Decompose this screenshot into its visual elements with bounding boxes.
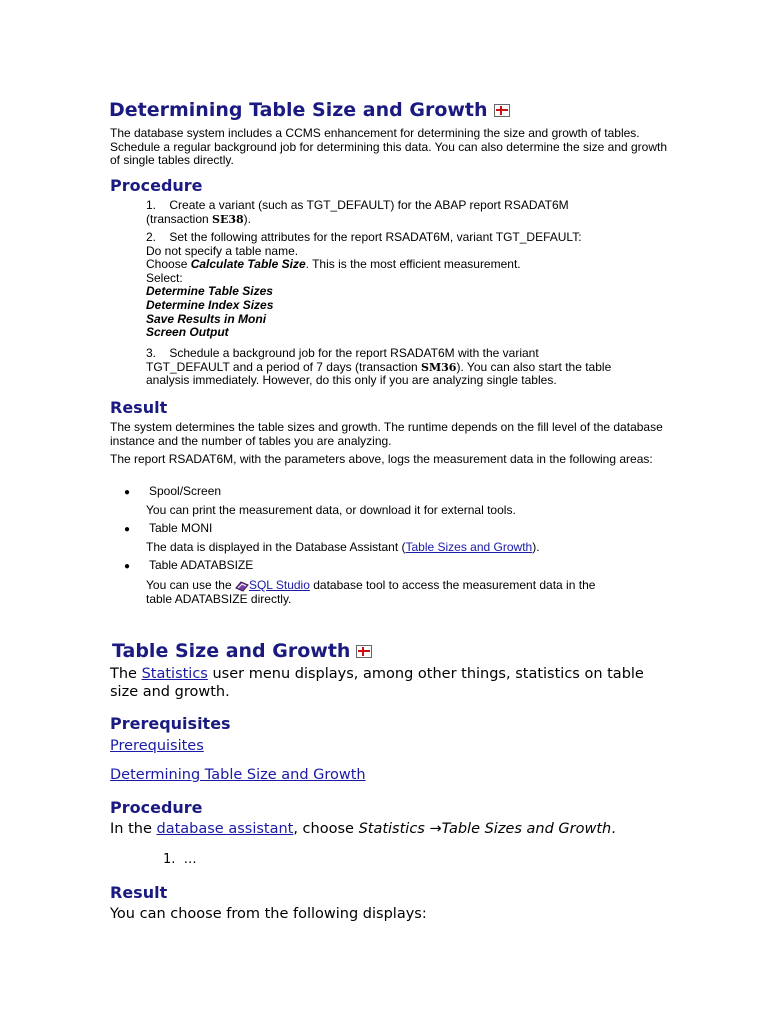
prerequisites-link[interactable]: Prerequisites	[110, 738, 204, 754]
bullet-icon: ●	[124, 524, 131, 535]
section2-prerequisites-heading: Prerequisites	[110, 714, 231, 733]
bullet-moni-detail: The data is displayed in the Database Assistant (Table Sizes and Growth).	[146, 540, 540, 554]
procedure-list-item: 1. …	[163, 852, 197, 867]
option-save-results: Save Results in Moni	[146, 311, 267, 326]
step-1: 1. Create a variant (such as TGT_DEFAULT) for the ABAP report RSADAT6M (transaction SE38).	[146, 198, 569, 226]
expand-icon[interactable]	[494, 104, 510, 117]
option-screen-output: Screen Output	[146, 325, 229, 340]
sql-studio-icon	[235, 580, 249, 592]
bullet-moni-label: Table MONI	[149, 521, 213, 535]
option-determine-table-sizes: Determine Table Sizes	[146, 284, 273, 299]
prerequisites-link-line	[110, 737, 670, 755]
sql-studio-link[interactable]: SQL Studio	[248, 578, 310, 592]
section2-result-heading: Result	[110, 883, 168, 902]
section2-result-text: You can choose from the following displays:	[110, 906, 427, 922]
bullet-spool-label: Spool/Screen	[149, 484, 222, 498]
section2-title: Table Size and Growth	[112, 640, 372, 662]
bullet-icon: ●	[124, 561, 131, 572]
expand-icon[interactable]	[356, 645, 372, 658]
arrow-icon: →	[424, 821, 442, 837]
bullet-adatabsize-detail: You can use the SQL Studio database tool to access the measurement data in the table ADATABSIZE directly.	[146, 578, 596, 606]
bullet-spool-detail: You can print the measurement data, or download it for external tools.	[146, 503, 516, 517]
section2-procedure-heading: Procedure	[110, 798, 203, 817]
section1-title: Determining Table Size and Growth	[109, 99, 510, 121]
step-2: 2. Set the following attributes for the report RSADAT6M, variant TGT_DEFAULT: Do not specify a table name. Choose Calculate Table Size. This is the most efficient measurement. Select: Determine Table Sizes Determine Index Sizes Save Results in Moni Screen Output	[146, 230, 582, 340]
bullet-adatabsize-label: Table ADATABSIZE	[149, 558, 254, 572]
statistics-link[interactable]: Statistics	[141, 666, 208, 682]
step-3: 3. Schedule a background job for the report RSADAT6M with the variant TGT_DEFAULT and a period of 7 days (transaction SM36). You can also start the table analysis immediately. However, do this only if you are analyzing single tables.	[146, 346, 612, 388]
section2-intro: The Statistics user menu displays, among other things, statistics on table size and growth.	[110, 666, 644, 700]
bullet-icon: ●	[124, 487, 131, 498]
result-paragraph-1: The system determines the table sizes and growth. The runtime depends on the fill level of the database instance and the number of tables you are analyzing.	[110, 420, 663, 448]
option-determine-index-sizes: Determine Index Sizes	[146, 297, 274, 312]
section1-result-heading: Result	[110, 398, 168, 417]
table-sizes-link[interactable]: Table Sizes and Growth	[405, 540, 533, 554]
section1-procedure-heading: Procedure	[110, 176, 203, 195]
result-paragraph-2: The report RSADAT6M, with the parameters above, logs the measurement data in the following areas:	[110, 452, 653, 466]
database-assistant-link[interactable]: database assistant	[156, 821, 294, 837]
determining-link-line	[110, 766, 670, 784]
determining-table-size-link[interactable]: Determining Table Size and Growth	[110, 767, 366, 783]
section2-procedure-text: In the database assistant, choose Statistics →Table Sizes and Growth.	[110, 821, 616, 837]
section1-intro: The database system includes a CCMS enhancement for determining the size and growth of tables. Schedule a regular background job for determining this data. You can also determine the size and growth of single tables directly.	[110, 126, 668, 168]
